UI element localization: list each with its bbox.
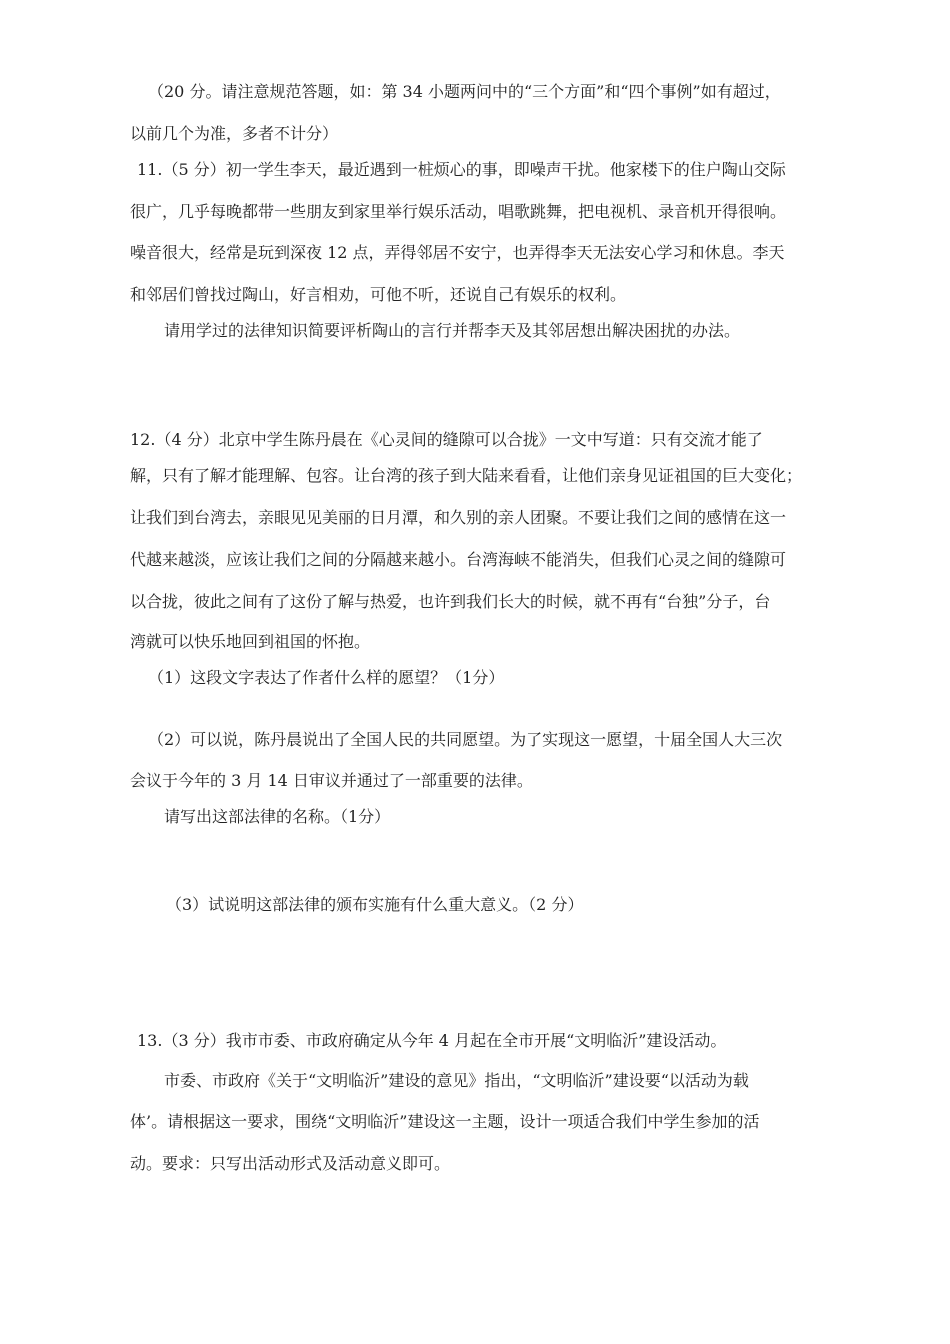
intro-line-2: 以前几个为准，多者不计分） [130, 124, 339, 143]
question-13-line-1: 13.（3 分）我市市委、市政府确定从今年 4 月起在全市开展“文明临沂”建设活动。 [137, 1031, 727, 1050]
question-11-line-1: 11.（5 分）初一学生李天，最近遇到一桩烦心的事，即噪声干扰。他家楼下的住户陶山交际 [137, 160, 786, 179]
question-12-line-5: 以合拢，彼此之间有了这份了解与热爱，也许到我们长大的时候，就不再有“台独”分子，台 [130, 592, 771, 611]
question-11-prompt: 请用学过的法律知识简要评析陶山的言行并帮李天及其邻居想出解决困扰的办法。 [164, 321, 741, 340]
question-12-sub-2-prompt: 请写出这部法律的名称。（1分） [164, 807, 391, 826]
question-12-line-2: 解，只有了解才能理解、包容。让台湾的孩子到大陆来看看，让他们亲身见证祖国的巨大变化； [130, 466, 803, 485]
question-11-line-4: 和邻居们曾找过陶山，好言相劝，可他不听，还说自己有娱乐的权利。 [130, 285, 627, 304]
question-12-sub-2-line-2: 会议于今年的 3 月 14 日审议并通过了一部重要的法律。 [130, 771, 533, 790]
question-12-sub-3: （3）试说明这部法律的颁布实施有什么重大意义。（2 分） [166, 895, 584, 914]
question-11-line-2: 很广，几乎每晚都带一些朋友到家里举行娱乐活动，唱歌跳舞，把电视机、录音机开得很响。 [130, 202, 787, 221]
question-12-line-4: 代越来越淡，应该让我们之间的分隔越来越小。台湾海峡不能消失，但我们心灵之间的缝隙可 [130, 550, 787, 569]
question-13-line-4: 动。要求：只写出活动形式及活动意义即可。 [130, 1154, 451, 1173]
question-12-line-3: 让我们到台湾去，亲眼见见美丽的日月潭，和久别的亲人团聚。不要让我们之间的感情在这一 [130, 508, 787, 527]
question-12-line-1: 12.（4 分）北京中学生陈丹晨在《心灵间的缝隙可以合拢》一文中写道：只有交流才能了 [130, 430, 763, 449]
question-11-line-3: 噪音很大，经常是玩到深夜 12 点，弄得邻居不安宁，也弄得李天无法安心学习和休息。李天 [130, 243, 785, 262]
question-13-line-2: 市委、市政府《关于“文明临沂”建设的意见》指出，“文明临沂”建设要“以活动为载 [164, 1071, 749, 1090]
question-12-sub-2-line-1: （2）可以说，陈丹晨说出了全国人民的共同愿望。为了实现这一愿望，十届全国人大三次 [148, 730, 783, 749]
question-12-sub-1: （1）这段文字表达了作者什么样的愿望？（1分） [148, 668, 505, 687]
question-12-line-6: 湾就可以快乐地回到祖国的怀抱。 [130, 632, 371, 651]
question-13-line-3: 体’。请根据这一要求，围绕“文明临沂”建设这一主题，设计一项适合我们中学生参加的活 [130, 1112, 760, 1131]
intro-line-1: （20 分。请注意规范答题，如：第 34 小题两问中的“三个方面”和“四个事例”如有超过， [148, 82, 781, 101]
